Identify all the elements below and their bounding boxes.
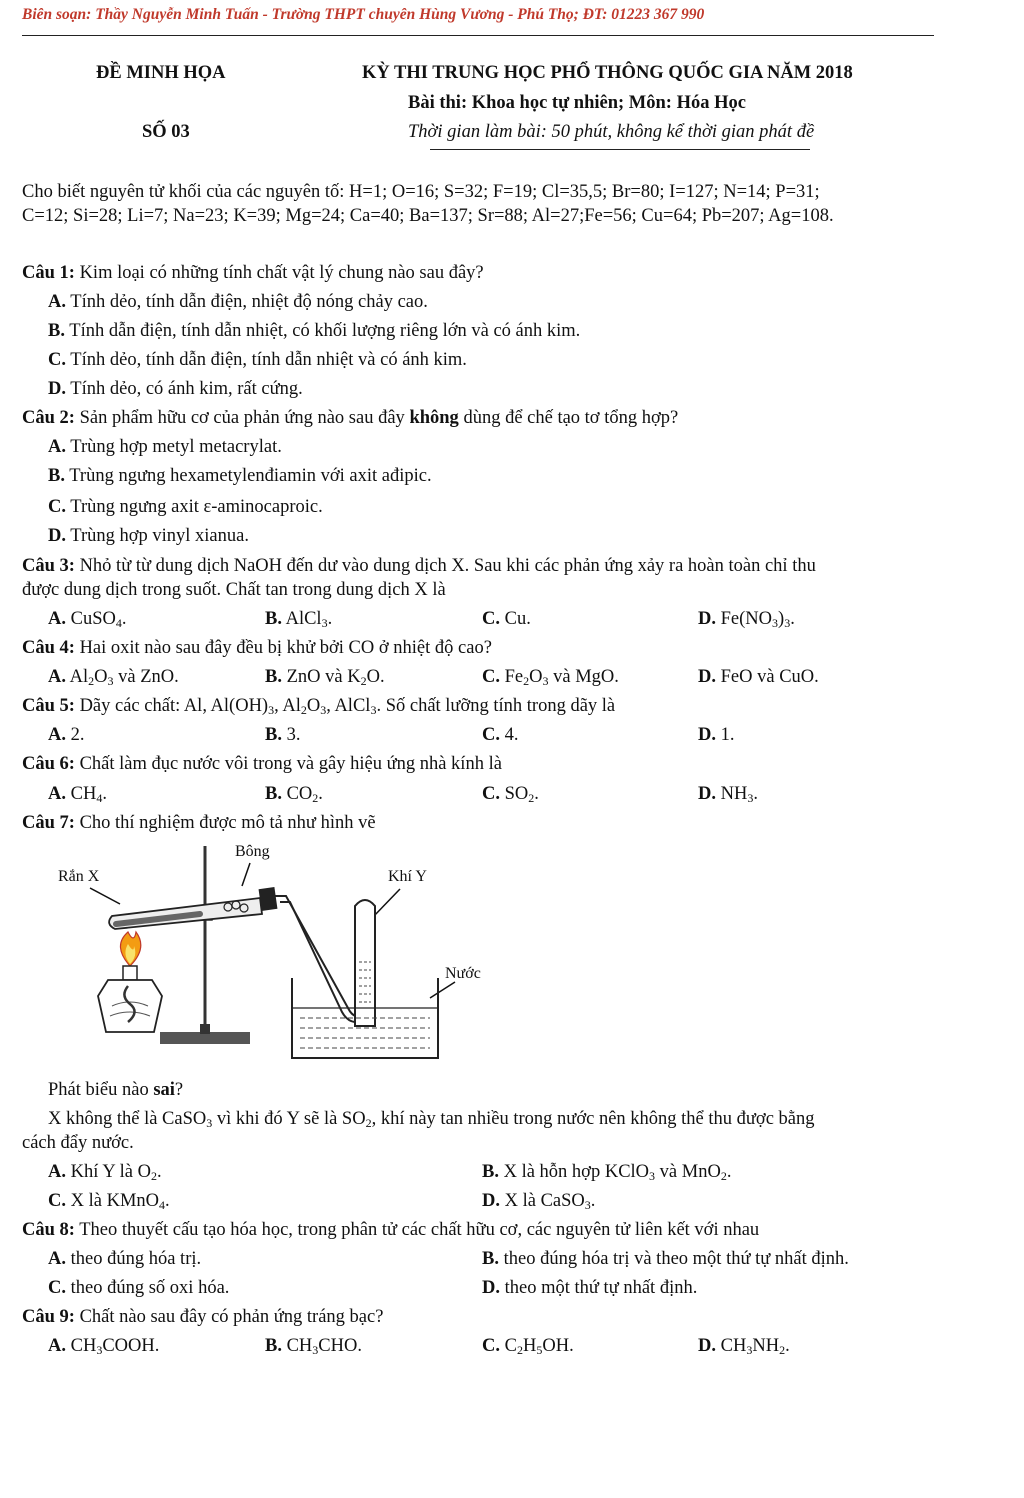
option-letter: C. [482,725,500,745]
option-text: Tính dẫn điện, tính dẫn nhiệt, có khối lượng riêng lớn và có ánh kim. [69,321,581,341]
q5-option-d [698,725,735,746]
subscript: 2 [300,703,307,717]
option-text: và ZnO. [113,667,179,687]
question-label: Câu 9: [22,1307,75,1327]
option-letter: D. [48,526,66,546]
subscript: 2 [360,674,367,688]
prompt-text: Phát biểu nào [48,1080,154,1100]
subscript: 2 [523,674,530,688]
option-letter: D. [698,667,716,687]
option-letter: B. [482,1162,499,1182]
question-text: Hai oxit nào sau đây đều bị khử bởi CO ở nhiệt độ cao? [74,638,492,658]
option-text: Cu. [504,609,531,629]
subscript: 3 [320,703,327,717]
subscript: 3 [784,616,791,630]
question-label: Câu 1: [22,263,75,283]
question-text: Nhỏ từ từ dung dịch NaOH đến dư vào dung dịch X. Sau khi các phản ứng xảy ra hoàn toàn chỉ thu [74,556,816,576]
q2-option-d [48,526,249,547]
exam-subject: Bài thi: Khoa học tự nhiên; Môn: Hóa Học [408,93,746,113]
question-label: Câu 5: [22,696,75,716]
option-text: theo đúng hóa trị và theo một thứ tự nhất định. [503,1249,849,1269]
option-text: X là KMnO [70,1191,160,1211]
q2-option-b [48,466,432,487]
exam-name: KỲ THI TRUNG HỌC PHỔ THÔNG QUỐC GIA NĂM 2018 [362,63,853,83]
option-letter: D. [48,379,66,399]
option-text: CH [720,1336,747,1356]
option-text-end: . [102,784,107,804]
option-text: Fe(NO [720,609,773,629]
subscript: 3 [96,1343,103,1357]
q7-option-c [48,1191,170,1212]
question-text: Theo thuyết cấu tạo hóa học, trong phân tử các chất hữu cơ, các nguyên tử liên kết với nhau [74,1220,760,1240]
q4-option-c [482,667,619,688]
option-letter: A. [48,1336,66,1356]
question-4 [22,638,492,659]
q8-option-a [48,1249,201,1270]
option-letter: A. [48,784,66,804]
option-text: 1. [720,725,735,745]
option-letter: C. [48,1278,66,1298]
option-letter: A. [48,609,66,629]
option-text: Trùng ngưng hexametylenđiamin với axit ađipic. [69,466,432,486]
option-letter: A. [48,437,66,457]
option-letter: C. [482,1336,500,1356]
option-text: X là CaSO [504,1191,585,1211]
option-text: 4. [504,725,519,745]
option-text: CH [70,1336,97,1356]
option-letter: C. [482,667,500,687]
option-letter: C. [48,1191,66,1211]
option-text: Tính dẻo, có ánh kim, rất cứng. [70,379,303,399]
question-text: . Số chất lưỡng tính trong dãy là [376,696,616,716]
question-text: O [306,696,321,716]
lab-apparatus-figure [50,836,510,1066]
subscript: 3 [370,703,377,717]
question-label: Câu 3: [22,556,75,576]
option-letter: B. [48,466,65,486]
option-text: NH [720,784,748,804]
option-text: O [94,667,108,687]
option-letter: C. [482,609,500,629]
subscript: 2 [365,1116,372,1130]
option-text: AlCl [285,609,322,629]
label-water: Nước [445,965,481,982]
question-text: Sản phẩm hữu cơ của phản ứng nào sau đây [74,408,410,428]
option-text-end: . [726,1162,732,1182]
option-text-end: . [327,609,333,629]
option-text: Khí Y là O [70,1162,151,1182]
option-text: FeO và CuO. [720,667,819,687]
question-2 [22,408,678,429]
question-label: Câu 7: [22,813,75,833]
subscript: 2 [516,1343,523,1357]
question-label: Câu 4: [22,638,75,658]
question-9 [22,1307,383,1328]
question-text: Kim loại có những tính chất vật lý chung nào sau đây? [74,263,484,283]
q8-option-b [482,1249,849,1270]
option-text-end: . [790,609,795,629]
q7-option-a [48,1162,162,1183]
option-letter: D. [482,1191,500,1211]
question-text: , AlCl [326,696,371,716]
header-rule [22,35,934,36]
author-header: Biên soạn: Thầy Nguyễn Minh Tuấn - Trường THPT chuyên Hùng Vương - Phú Thọ; ĐT: 01223 367 990 [22,6,705,23]
test-tube [109,887,277,929]
q5-option-a [48,725,85,746]
statement-text: X không thể là CaSO [48,1109,207,1129]
option-letter: A. [48,725,66,745]
option-letter: B. [265,784,282,804]
subscript: 3 [649,1169,656,1183]
q7-option-b [482,1162,731,1183]
option-text: CuSO [70,609,116,629]
option-text-end: . [534,784,539,804]
prompt-text-end: ? [174,1080,184,1100]
option-text-end: CHO. [318,1336,362,1356]
option-text-end: COOH. [102,1336,160,1356]
option-text: Fe [504,667,524,687]
option-letter: D. [482,1278,500,1298]
subscript: 3 [268,703,275,717]
q3-option-c [482,609,531,630]
q9-option-b [265,1336,362,1357]
option-letter: C. [48,350,66,370]
option-text-end: . [590,1191,596,1211]
q2-option-a [48,437,282,458]
q4-option-b [265,667,385,688]
option-text-end: OH. [542,1336,574,1356]
option-text: Tính dẻo, tính dẫn điện, nhiệt độ nóng chảy cao. [70,292,428,312]
q3-option-a [48,609,127,630]
option-text: NH [752,1336,780,1356]
question-8 [22,1220,759,1241]
option-text: C [504,1336,517,1356]
subscript: 2 [150,1169,157,1183]
subscript: 3 [746,1343,753,1357]
option-letter: B. [265,1336,282,1356]
subscript: 2 [528,791,535,805]
option-text: và MgO. [548,667,619,687]
question-text: Dãy các chất: Al, Al(OH) [74,696,269,716]
option-letter: B. [48,321,65,341]
question-label: Câu 8: [22,1220,75,1240]
option-text: O. [366,667,385,687]
option-letter: B. [265,667,282,687]
delivery-tube [274,896,368,1016]
question-7-prompt [48,1080,183,1101]
atomic-masses-line2: C=12; Si=28; Li=7; Na=23; K=39; Mg=24; Ca=40; Ba=137; Sr=88; Al=27;Fe=56; Cu=64; Pb=207; Ag=108. [22,206,834,226]
subscript: 2 [720,1169,727,1183]
exam-type-title: ĐỀ MINH HỌA [96,63,226,83]
label-gas-y: Khí Y [388,868,427,885]
q1-option-d [48,379,303,400]
statement-text: vì khi đó Y sẽ là SO [212,1109,366,1129]
question-3-cont: được dung dịch trong suốt. Chất tan trong dung dịch X là [22,580,446,600]
option-letter: B. [265,725,282,745]
time-underline [430,149,810,150]
option-text: 2. [70,725,85,745]
q2-option-c [48,497,323,518]
option-text: CH [286,1336,313,1356]
question-text-end: dùng để chế tạo tơ tổng hợp? [458,408,679,428]
question-7 [22,813,376,834]
q5-option-b [265,725,300,746]
option-text-end: . [785,1336,790,1356]
question-text: Chất làm đục nước vôi trong và gây hiệu ứng nhà kính là [74,754,502,774]
subscript: 2 [88,674,95,688]
subscript: 4 [96,791,103,805]
prompt-emphasis: sai [153,1080,175,1100]
q3-option-d [698,609,795,630]
question-7-statement [48,1109,815,1130]
option-text: H [522,1336,537,1356]
option-letter: C. [482,784,500,804]
option-text: ZnO và K [286,667,361,687]
option-letter: D. [698,784,716,804]
option-letter: C. [48,497,66,517]
subscript: 3 [542,674,549,688]
question-5 [22,696,615,717]
exam-number: SỐ 03 [142,122,190,142]
q8-option-d [482,1278,697,1299]
q6-option-c [482,784,539,805]
retort-stand [160,846,250,1044]
q6-option-b [265,784,323,805]
subscript: 3 [584,1198,591,1212]
subscript: 4 [159,1198,166,1212]
option-letter: A. [48,1162,66,1182]
option-text-end: . [318,784,323,804]
option-text: Al [69,667,89,687]
q9-option-a [48,1336,159,1357]
option-text: Trùng hợp metyl metacrylat. [70,437,282,457]
q8-option-c [48,1278,229,1299]
option-text-end: . [165,1191,170,1211]
statement-text: , khí này tan nhiều trong nước nên không thể thu được bằng [371,1109,815,1129]
option-letter: A. [48,292,66,312]
alcohol-lamp [98,932,162,1032]
label-solid-x: Rắn X [58,868,100,885]
q1-option-c [48,350,467,371]
question-emphasis: không [409,408,459,428]
exam-time: Thời gian làm bài: 50 phút, không kể thời gian phát đề [408,122,815,142]
subscript: 3 [206,1116,213,1130]
option-letter: B. [265,609,282,629]
q6-option-d [698,784,758,805]
option-letter: D. [698,1336,716,1356]
question-7-statement-cont: cách đẩy nước. [22,1133,134,1153]
option-text: theo đúng hóa trị. [70,1249,202,1269]
q9-option-c [482,1336,574,1357]
q9-option-d [698,1336,790,1357]
q7-option-d [482,1191,595,1212]
option-text: Tính dẻo, tính dẫn điện, tính dẫn nhiệt và có ánh kim. [70,350,467,370]
q6-option-a [48,784,107,805]
option-letter: A. [48,667,66,687]
option-letter: B. [482,1249,499,1269]
option-letter: A. [48,1249,66,1269]
q3-option-b [265,609,332,630]
question-text: , Al [274,696,301,716]
q1-option-a [48,292,428,313]
option-text: X là hỗn hợp KClO [503,1162,650,1182]
option-text: SO [504,784,529,804]
option-text: CO [286,784,313,804]
subscript: 4 [115,616,122,630]
option-text: CH [70,784,97,804]
option-text-end: . [753,784,758,804]
question-1 [22,263,484,284]
subscript: 2 [779,1343,786,1357]
question-3 [22,556,816,577]
question-6 [22,754,502,775]
option-text-end: . [121,609,127,629]
option-text-mid: ) [778,609,785,629]
option-text: theo đúng số oxi hóa. [70,1278,230,1298]
q4-option-d [698,667,819,688]
option-text: Trùng ngưng axit ε-aminocaproic. [70,497,323,517]
q4-option-a [48,667,179,688]
q5-option-c [482,725,519,746]
option-text: theo một thứ tự nhất định. [504,1278,698,1298]
subscript: 3 [321,616,328,630]
label-cotton: Bông [235,843,270,860]
question-label: Câu 6: [22,754,75,774]
option-text-end: . [156,1162,162,1182]
subscript: 3 [312,1343,319,1357]
question-text: Cho thí nghiệm được mô tả như hình vẽ [74,813,376,833]
subscript: 3 [107,674,114,688]
option-text: Trùng hợp vinyl xianua. [70,526,249,546]
atomic-masses-line1: Cho biết nguyên tử khối của các nguyên tố: H=1; O=16; S=32; F=19; Cl=35,5; Br=80; I=127; N=14; P=31; [22,182,820,202]
q1-option-b [48,321,580,342]
subscript: 2 [312,791,319,805]
subscript: 5 [536,1343,543,1357]
question-text: Chất nào sau đây có phản ứng tráng bạc? [74,1307,384,1327]
option-letter: D. [698,609,716,629]
subscript: 3 [772,616,779,630]
option-text: 3. [286,725,301,745]
option-text: O [529,667,543,687]
subscript: 3 [747,791,754,805]
option-letter: D. [698,725,716,745]
option-text: và MnO [655,1162,721,1182]
question-label: Câu 2: [22,408,75,428]
collection-tube [355,900,375,1026]
